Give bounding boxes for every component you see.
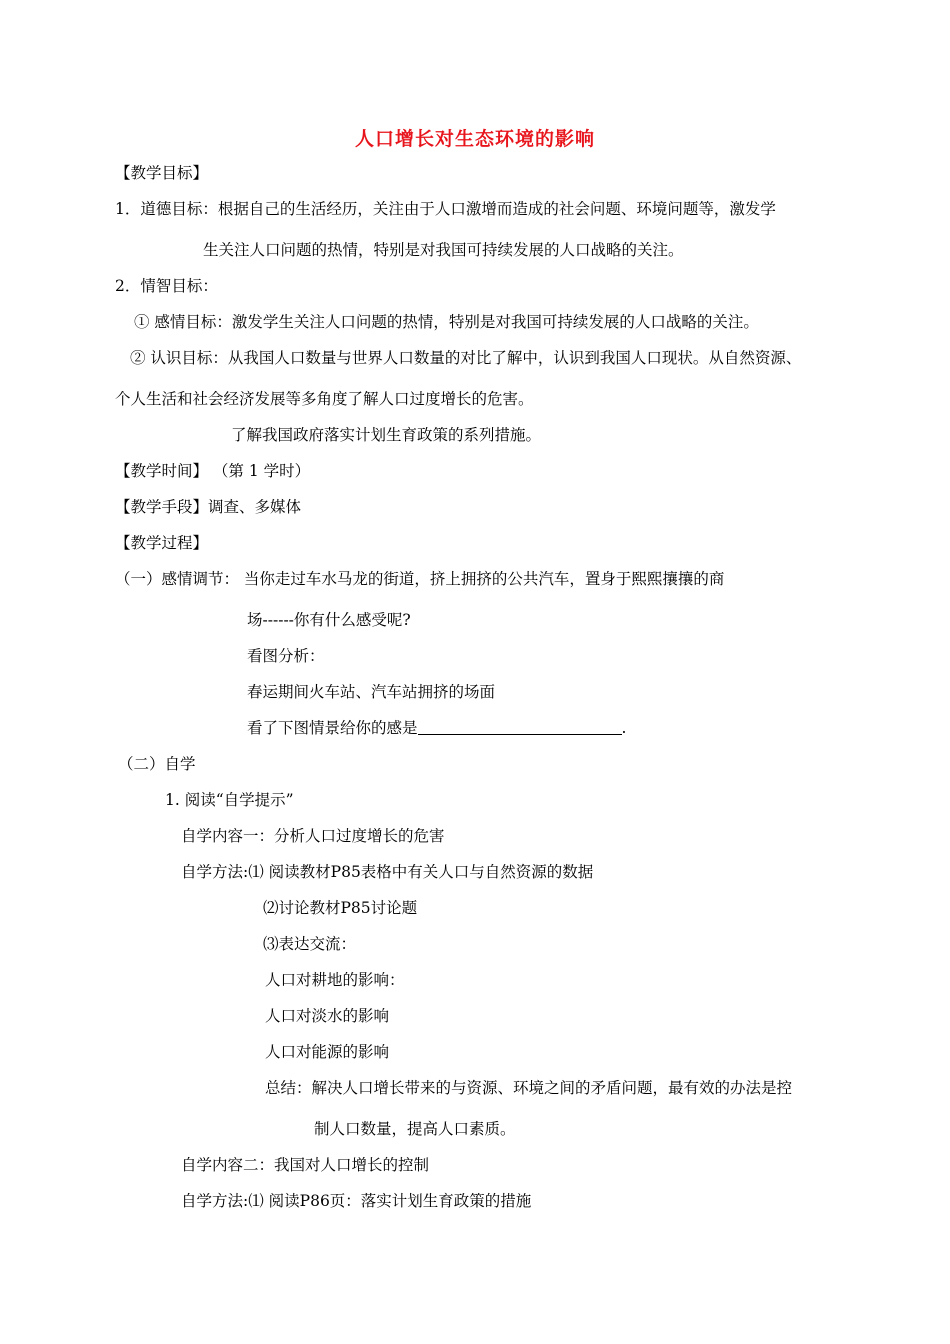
emotion-adjust-line-1: （一）感情调节： 当你走过车水马龙的街道，挤上拥挤的公共汽车，置身于熙熙攘攘的商 xyxy=(115,570,725,588)
goals-header: 【教学目标】 xyxy=(115,164,209,182)
emotion-goal: ① 感情目标：激发学生关注人口问题的热情，特别是对我国可持续发展的人口战略的关注。 xyxy=(134,313,759,331)
feeling-prefix: 看了下图情景给你的感是 xyxy=(247,719,418,737)
answer-blank[interactable] xyxy=(418,718,622,735)
emotion-adjust-line-2: 场------你有什么感受呢? xyxy=(247,611,411,629)
cognition-goal-line-2: 个人生活和社会经济发展等多角度了解人口过度增长的危害。 xyxy=(115,390,534,408)
energy-impact: 人口对能源的影响 xyxy=(265,1043,390,1061)
self-study-method-4: 自学方法:⑴ 阅读P86页：落实计划生育政策的措施 xyxy=(181,1192,532,1210)
summary-line-1: 总结：解决人口增长带来的与资源、环境之间的矛盾问题，最有效的办法是控 xyxy=(265,1079,793,1097)
spring-festival-line: 春运期间火车站、汽车站拥挤的场面 xyxy=(247,683,496,701)
teaching-means: 【教学手段】调查、多媒体 xyxy=(115,498,302,516)
moral-goal-line-1: 1．道德目标：根据自己的生活经历，关注由于人口激增而造成的社会问题、环境问题等，激发学 xyxy=(115,200,776,218)
feeling-question xyxy=(247,718,626,738)
image-analysis-label: 看图分析： xyxy=(247,647,325,665)
self-study-header: （二）自学 xyxy=(118,755,196,773)
cognition-goal-line-1: ② 认识目标：从我国人口数量与世界人口数量的对比了解中，认识到我国人口现状。从自然资源、 xyxy=(130,349,802,367)
farmland-impact: 人口对耕地的影响： xyxy=(265,971,405,989)
read-tips: 1. 阅读“自学提示” xyxy=(165,791,294,809)
summary-line-2: 制人口数量，提高人口素质。 xyxy=(314,1120,516,1138)
teaching-time: 【教学时间】 （第 1 学时） xyxy=(115,462,311,480)
self-study-content-1: 自学内容一：分析人口过度增长的危害 xyxy=(181,827,445,845)
page-title: 人口增长对生态环境的影响 xyxy=(354,128,595,150)
process-header: 【教学过程】 xyxy=(115,534,209,552)
feeling-suffix: . xyxy=(621,719,627,737)
self-study-method-3: ⑶表达交流： xyxy=(263,935,357,953)
self-study-method-2: ⑵讨论教材P85讨论题 xyxy=(263,899,418,917)
freshwater-impact: 人口对淡水的影响 xyxy=(265,1007,390,1025)
moral-goal-line-2: 生关注人口问题的热情，特别是对我国可持续发展的人口战略的关注。 xyxy=(203,241,684,259)
intel-goal-header: 2．情智目标： xyxy=(115,277,218,295)
cognition-goal-line-3: 了解我国政府落实计划生育政策的系列措施。 xyxy=(231,426,542,444)
self-study-method-1: 自学方法:⑴ 阅读教材P85表格中有关人口与自然资源的数据 xyxy=(181,863,594,881)
self-study-content-2: 自学内容二：我国对人口增长的控制 xyxy=(181,1156,430,1174)
